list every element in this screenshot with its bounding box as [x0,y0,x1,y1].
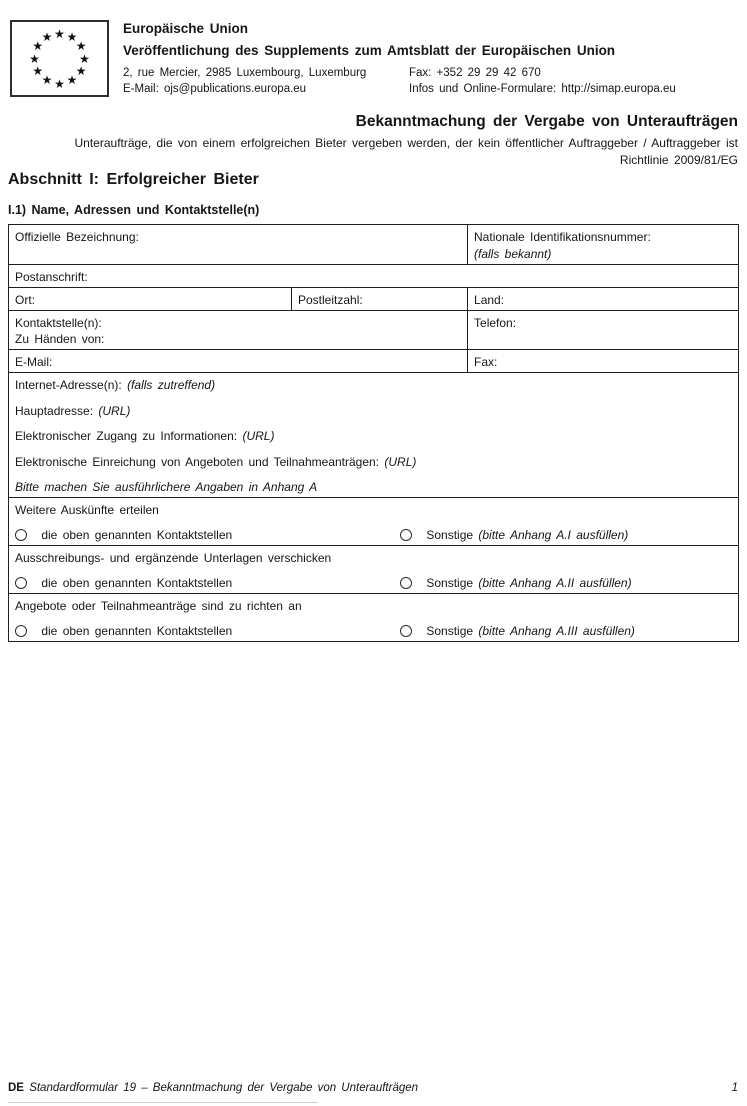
eu-star-icon: ★ [32,64,44,78]
section-heading: Abschnitt I: Erfolgreicher Bieter [8,171,259,188]
field-fax [468,350,739,373]
national-id-label: Nationale Identifikationsnummer: [474,230,651,244]
main-url-label: Hauptadresse: [15,403,94,418]
radio-button[interactable] [15,529,27,541]
header-publication-title: Veröffentlichung des Supplements zum Amtsblatt der Europäischen Union [123,43,616,58]
footer-language-code: DE [8,1082,24,1094]
main-url-note: (URL) [98,403,131,418]
radio-button[interactable] [15,625,27,637]
field-national-id [468,225,739,265]
radio-button[interactable] [400,625,412,637]
choice-tenders-requests [9,594,739,642]
option-label: die oben genannten Kontaktstellen [41,624,233,638]
eu-star-icon: ★ [54,76,65,91]
header-email: E-Mail: ojs@publications.europa.eu [123,83,307,95]
field-postal-address [9,265,739,288]
option-above-contact-points [15,528,232,542]
field-phone [468,311,739,350]
field-contact-point [9,311,468,350]
option-label: Sonstige [426,624,474,638]
electronic-access-note: (URL) [242,429,275,443]
contact-point-label: Kontaktstelle(n): [15,316,102,330]
internet-label: Internet-Adresse(n): [15,378,122,392]
phone-label: Telefon: [474,316,517,330]
eu-star-icon: ★ [75,64,87,78]
field-country [468,288,739,311]
national-id-note: (falls bekannt) [474,247,552,261]
postal-address-label: Postanschrift: [15,270,88,284]
footer-form-reference [8,1082,418,1094]
internet-note: (falls zutreffend) [127,378,216,392]
attention-label: Zu Händen von: [15,332,105,346]
option-label: die oben genannten Kontaktstellen [41,576,233,590]
eu-star-icon: ★ [75,39,87,53]
option-above-contact-points [15,576,232,590]
choice-heading: Ausschreibungs- und ergänzende Unterlagen verschicken [15,551,332,565]
scan-artifact-line [8,1102,318,1103]
field-official-name [9,225,468,265]
choice-specifications-documents [9,546,739,594]
choice-heading: Angebote oder Teilnahmeanträge sind zu richten an [15,599,302,613]
choice-further-information [9,498,739,546]
field-email [9,350,468,373]
option-note: (bitte Anhang A.II ausfüllen) [478,576,632,590]
option-other [400,527,628,543]
section-subheading: I.1) Name, Adressen und Kontaktstelle(n) [8,203,260,217]
header-postal-address: 2, rue Mercier, 2985 Luxembourg, Luxemburg [123,67,367,79]
eu-star-icon: ★ [41,73,53,88]
fax-label: Fax: [474,355,498,369]
electronic-submission-note: (URL) [384,454,417,469]
field-city [9,288,292,311]
eu-star-icon: ★ [79,51,90,66]
option-note: (bitte Anhang A.I ausfüllen) [478,528,629,542]
header-org-name: Europäische Union [123,21,249,36]
postcode-label: Postleitzahl: [298,293,363,307]
option-other [400,623,635,639]
eu-flag-logo [10,20,109,97]
electronic-access-label: Elektronischer Zugang zu Informationen: [15,429,238,443]
email-label: E-Mail: [15,355,53,369]
choice-heading: Weitere Auskünfte erteilen [15,503,159,517]
directive-reference: Richtlinie 2009/81/EG [619,153,738,167]
electronic-submission-label: Elektronische Einreichung von Angeboten und Teilnahmeanträgen: [15,454,380,469]
document-subtitle: Unteraufträge, die von einem erfolgreichen Bieter vergeben werden, der kein öffentlicher Auftraggeber / Auftraggeber ist [74,136,738,150]
option-note: (bitte Anhang A.III ausfüllen) [478,624,635,638]
option-above-contact-points [15,624,232,638]
official-name-label: Offizielle Bezeichnung: [15,230,139,244]
option-other [400,575,632,591]
page-footer [8,1082,738,1094]
radio-button[interactable] [400,577,412,589]
radio-button[interactable] [15,577,27,589]
radio-button[interactable] [400,529,412,541]
header-fax: Fax: +352 29 29 42 670 [409,67,541,79]
eu-star-icon: ★ [41,29,53,44]
title-block [8,113,738,167]
document-title: Bekanntmachung der Vergabe von Unteraufträgen [355,113,738,130]
document-header [123,21,739,95]
city-label: Ort: [15,293,35,307]
page-number: 1 [731,1082,738,1094]
option-label: Sonstige [426,576,474,590]
header-info-url: Infos und Online-Formulare: http://simap.europa.eu [409,83,676,95]
eu-star-icon: ★ [66,73,78,88]
option-label: die oben genannten Kontaktstellen [41,528,233,542]
option-label: Sonstige [426,528,474,542]
eu-star-icon: ★ [29,51,40,66]
field-internet-addresses [9,373,739,498]
eu-star-icon: ★ [66,29,78,44]
eu-star-icon: ★ [32,39,44,53]
annex-a-note: Bitte machen Sie ausführlichere Angaben in Anhang A [15,480,318,494]
eu-star-icon: ★ [54,26,65,41]
contact-form-table [8,224,739,642]
footer-form-title: Standardformular 19 – Bekanntmachung der Vergabe von Unteraufträgen [29,1082,419,1094]
country-label: Land: [474,293,505,307]
field-postcode [292,288,468,311]
